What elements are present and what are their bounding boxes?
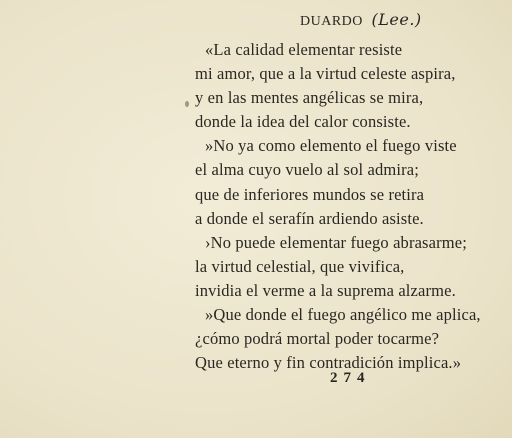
poem-line: »No ya como elemento el fuego viste	[205, 136, 457, 156]
poem-line: a donde el serafín ardiendo asiste.	[195, 208, 424, 228]
poem-line: y en las mentes angélicas se mira,	[195, 88, 424, 108]
poem-line: «La calidad elementar resiste	[205, 40, 403, 59]
sonnet	[195, 38, 507, 375]
poem-line: que de inferiores mundos se retira	[195, 184, 425, 204]
stage-direction: (Lee.)	[371, 10, 422, 29]
paper-speck	[185, 101, 189, 107]
poem-line: el alma cuyo vuelo al sol admira;	[195, 160, 419, 180]
poem-line: »Que donde el fuego angélico me aplica,	[205, 305, 481, 325]
poem-line: Que eterno y fin contradición implica.»	[195, 353, 462, 373]
poem-line: donde la idea del calor consiste.	[195, 112, 411, 132]
poem-line: la virtud celestial, que vivifica,	[195, 256, 405, 276]
poem-line: invidia el verme a la suprema alzarme.	[195, 280, 456, 300]
poem-line: mi amor, que a la virtud celeste aspira,	[195, 64, 456, 84]
speaker-name: DUARDO	[300, 14, 363, 29]
page-number: 274	[330, 370, 371, 386]
poem-line: ›No puede elementar fuego abrasarme;	[205, 232, 467, 252]
running-header	[300, 10, 422, 30]
poem-line: ¿cómo podrá mortal poder tocarme?	[195, 329, 440, 349]
